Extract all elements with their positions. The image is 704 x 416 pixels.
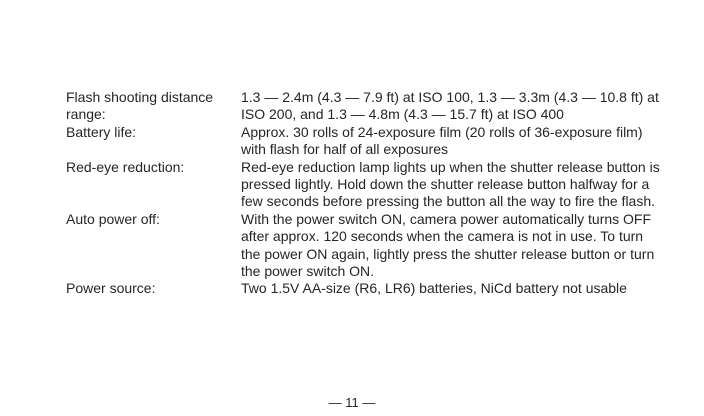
spec-term-text: Auto power off:	[66, 210, 160, 227]
spec-row-red-eye-reduction	[66, 159, 666, 211]
spec-value: Red-eye reduction lamp lights up when the shutter release button is pressed lightly. Hold down the shutter release button halfway for a few seconds before pressing the button all the way to fire the flash.	[241, 158, 660, 210]
spec-term	[66, 280, 239, 297]
spec-row-power-source	[66, 280, 666, 297]
spec-term	[66, 124, 239, 159]
spec-row-auto-power-off	[66, 211, 666, 281]
spec-term	[66, 89, 239, 124]
spec-value: With the power switch ON, camera power automatically turns OFF after approx. 120 seconds when the camera is not in use. To turn the power ON again, lightly press the shutter release button or turn the power switch ON.	[241, 210, 655, 280]
specifications-table	[66, 89, 666, 298]
spec-term-text: Red-eye reduction:	[66, 158, 185, 175]
spec-term-text: Power source:	[66, 280, 156, 297]
spec-row-battery-life	[66, 124, 666, 159]
spec-term	[66, 159, 239, 211]
spec-term	[66, 211, 239, 281]
page-number: — 11 —	[328, 395, 376, 410]
spec-term-text: Battery life:	[66, 123, 137, 140]
spec-row-flash-range	[66, 89, 666, 124]
spec-value: Approx. 30 rolls of 24-exposure film (20 rolls of 36-exposure film) with flash for half of all exposures	[241, 123, 643, 158]
spec-term-text: Flash shooting distance range:	[66, 89, 214, 123]
spec-value: Two 1.5V AA-size (R6, LR6) batteries, NiCd battery not usable	[241, 280, 627, 297]
spec-value: 1.3 — 2.4m (4.3 — 7.9 ft) at ISO 100, 1.3 — 3.3m (4.3 — 10.8 ft) at ISO 200, and 1.3 — 4.8m (4.3 — 15.7 ft) at ISO 400	[241, 89, 659, 123]
